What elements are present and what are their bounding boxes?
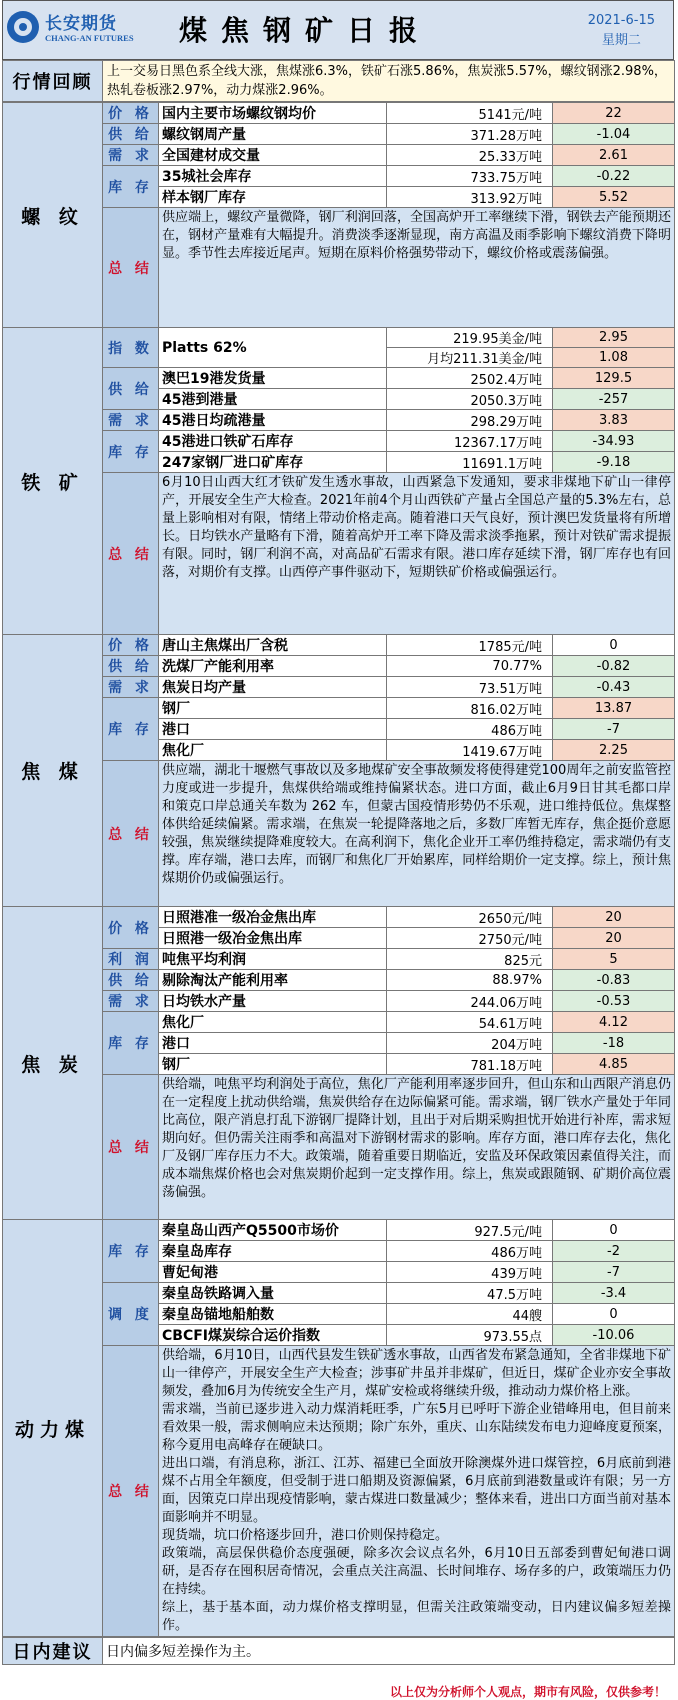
category-label: 供 给 (103, 368, 159, 410)
indicator-change: -18 (553, 1033, 675, 1054)
data-row (3, 431, 675, 452)
indicator-change: 3.83 (553, 410, 675, 431)
section-label: 动力煤 (3, 1220, 103, 1637)
data-row (3, 949, 675, 970)
indicator-change: -3.4 (553, 1283, 675, 1304)
category-label: 需 求 (103, 410, 159, 431)
category-label: 库 存 (103, 1220, 159, 1283)
category-label: 供 给 (103, 970, 159, 991)
data-row (3, 166, 675, 187)
category-label: 供 给 (103, 656, 159, 677)
indicator-value: 816.02万吨 (387, 698, 553, 719)
indicator-value: 973.55点 (387, 1325, 553, 1346)
indicator-value: 11691.1万吨 (387, 452, 553, 473)
category-label: 价 格 (103, 907, 159, 949)
indicator-value: 733.75万吨 (387, 166, 553, 187)
data-row (3, 1220, 675, 1241)
category-label: 指 数 (103, 328, 159, 368)
indicator-name: 样本钢厂库存 (159, 187, 387, 208)
summary-text: 供给端，吨焦平均利润处于高位，焦化厂产能利用率逐步回升，但山东和山西限产消息仍在一定程度上扰动供给端，焦炭供给存在边际偏紧可能。需求端，钢厂铁水产量处于年同比高位，限产消息打乱下游钢厂提降计划，且出于对后期采购担忧开始进行补库，需求短期向好。但仍需关注雨季和高温对下游钢材需求的影响。库存方面，港口库存去化，焦化厂及钢厂库存压力不大。政策端，随着重要日期临近，安监及环保政策因素值得关注，而成本端焦煤价格也会对焦炭期价起到一定支撑作用。综上，焦炭或跟随钢、矿期价高位震荡偏强。 (159, 1075, 675, 1220)
indicator-change: -10.06 (553, 1325, 675, 1346)
indicator-value: 2650元/吨 (387, 907, 553, 928)
indicator-value: 2502.4万吨 (387, 368, 553, 389)
indicator-change: -1.04 (553, 124, 675, 145)
category-label: 调 度 (103, 1283, 159, 1346)
indicator-name: Platts 62% (159, 328, 387, 368)
summary-text: 6月10日山西大红才铁矿发生透水事故，山西紧急下发通知，要求非煤地下矿山一律停产，开展安全生产大检查。2021年前4个月山西铁矿产量占全国总产量的5.3%左右，总量上影响相对有限，情绪上带动价格走高。随着港口天气良好，预计澳巴发货量将有所增长。日均铁水产量略有下滑，随着高炉开工率下降及需求淡季拖累，预计对铁矿需求提振有限。同时，钢厂利润不高，对高品矿石需求有限。港口库存延续下滑，钢厂库存也有回落，对期价有支撑。山西停产事件驱动下，短期铁矿价格或偏强运行。 (159, 473, 675, 635)
indicator-change: 2.25 (553, 740, 675, 761)
report-date-block (588, 11, 655, 51)
summary-label: 总 结 (103, 208, 159, 328)
data-row (3, 368, 675, 389)
indicator-value: 825元 (387, 949, 553, 970)
report-weekday: 星期二 (601, 33, 641, 48)
indicator-change: -0.22 (553, 166, 675, 187)
report-header (2, 0, 674, 60)
company-logo (7, 7, 135, 53)
section-label: 铁 矿 (3, 328, 103, 635)
logo-mark-icon (7, 11, 39, 43)
data-row (3, 970, 675, 991)
advice-table (2, 1637, 675, 1665)
indicator-name: 45港日均疏港量 (159, 410, 387, 431)
indicator-value: 70.77% (387, 656, 553, 677)
indicator-name: 秦皇岛库存 (159, 1241, 387, 1262)
indicator-change: 0 (553, 635, 675, 656)
indicator-change: -257 (553, 389, 675, 410)
daily-report (2, 0, 674, 1700)
indicator-value: 1785元/吨 (387, 635, 553, 656)
indicator-value: 月均211.31美金/吨 (387, 348, 553, 368)
indicator-name: 日照港准一级冶金焦出库 (159, 907, 387, 928)
advice-label: 日内建议 (3, 1638, 103, 1665)
indicator-change: 5 (553, 949, 675, 970)
category-label: 库 存 (103, 1012, 159, 1075)
indicator-change: 4.85 (553, 1054, 675, 1075)
indicator-value: 2750元/吨 (387, 928, 553, 949)
indicator-value: 219.95美金/吨 (387, 328, 553, 348)
data-row (3, 1283, 675, 1304)
indicator-name: 国内主要市场螺纹钢均价 (159, 103, 387, 124)
indicator-value: 25.33万吨 (387, 145, 553, 166)
indicator-name: 曹妃甸港 (159, 1262, 387, 1283)
indicator-change: -0.83 (553, 970, 675, 991)
indicator-name: 焦炭日均产量 (159, 677, 387, 698)
summary-row (3, 473, 675, 635)
indicator-change: -0.43 (553, 677, 675, 698)
data-row (3, 677, 675, 698)
indicator-change: 1.08 (553, 348, 675, 368)
advice-text: 日内偏多短差操作为主。 (103, 1638, 675, 1665)
indicator-name: 唐山主焦煤出厂含税 (159, 635, 387, 656)
summary-text: 供应端，湖北十堰燃气事故以及多地煤矿安全事故频发将使得建党100周年之前安监管控力度或进一步提升，焦煤供给端或维持偏紧状态。进口方面，截止6月9日甘其毛都口岸和策克口岸总通关车数为 262 车，但蒙古国疫情形势仍不乐观，进口维持低位。焦煤整体供给延续偏紧。需求端，在焦炭一轮提降落地之后，多数厂库暂无库存，焦企挺价意愿较强，焦炭继续提降难度较大。在高利润下，焦化企业开工率仍维持稳定，需求端仍有支撑。库存端，港口去库，而钢厂和焦化厂开始累库，同样给期价一定支撑。综上，预计焦煤期价仍或偏强运行。 (159, 761, 675, 907)
indicator-name: 247家钢厂进口矿库存 (159, 452, 387, 473)
category-label: 库 存 (103, 166, 159, 208)
data-row (3, 328, 675, 348)
summary-text: 供应端上，螺纹产量微降，钢厂利润回落，全国高炉开工率继续下滑，钢铁去产能预期还在，钢材产量难有大幅提升。消费淡季逐渐显现，南方高温及雨季影响下螺纹消费下降明显。季节性去库接近尾声。短期在原料价格强势带动下，螺纹价格或震荡偏强。 (159, 208, 675, 328)
data-row (3, 124, 675, 145)
indicator-name: 45港进口铁矿石库存 (159, 431, 387, 452)
logo-english-name: CHANG-AN FUTURES (45, 33, 134, 43)
commodity-table (2, 102, 675, 1637)
indicator-value: 12367.17万吨 (387, 431, 553, 452)
summary-row (3, 1075, 675, 1220)
indicator-change: -2 (553, 1241, 675, 1262)
indicator-change: 13.87 (553, 698, 675, 719)
indicator-name: 秦皇岛山西产Q5500市场价 (159, 1220, 387, 1241)
data-row (3, 698, 675, 719)
indicator-name: 焦化厂 (159, 1012, 387, 1033)
indicator-value: 486万吨 (387, 719, 553, 740)
report-title: 煤焦钢矿日报 (179, 14, 432, 47)
indicator-name: 洗煤厂产能利用率 (159, 656, 387, 677)
summary-label: 总 结 (103, 1346, 159, 1637)
indicator-name: 秦皇岛锚地船舶数 (159, 1304, 387, 1325)
indicator-name: 全国建材成交量 (159, 145, 387, 166)
category-label: 利 润 (103, 949, 159, 970)
summary-label: 总 结 (103, 1075, 159, 1220)
market-review-text: 上一交易日黑色系全线大涨，焦煤涨6.3%，铁矿石涨5.86%，焦炭涨5.57%，螺纹钢涨2.98%，热轧卷板涨2.97%，动力煤涨2.96%。 (103, 61, 675, 102)
data-row (3, 1012, 675, 1033)
indicator-change: 0 (553, 1304, 675, 1325)
indicator-change: -0.82 (553, 656, 675, 677)
data-row (3, 145, 675, 166)
indicator-change: 20 (553, 907, 675, 928)
logo-chinese-name: 长安期货 (45, 14, 117, 34)
indicator-value: 313.92万吨 (387, 187, 553, 208)
category-label: 需 求 (103, 145, 159, 166)
summary-row (3, 761, 675, 907)
indicator-change: 20 (553, 928, 675, 949)
indicator-name: CBCFI煤炭综合运价指数 (159, 1325, 387, 1346)
indicator-name: 35城社会库存 (159, 166, 387, 187)
indicator-value: 47.5万吨 (387, 1283, 553, 1304)
category-label: 库 存 (103, 431, 159, 473)
summary-row (3, 1346, 675, 1637)
indicator-value: 439万吨 (387, 1262, 553, 1283)
indicator-value: 927.5元/吨 (387, 1220, 553, 1241)
indicator-change: -9.18 (553, 452, 675, 473)
indicator-change: -0.53 (553, 991, 675, 1012)
report-footer (2, 1682, 674, 1700)
section-label: 螺 纹 (3, 103, 103, 328)
indicator-name: 日均铁水产量 (159, 991, 387, 1012)
report-date: 2021-6-15 (587, 13, 655, 28)
disclaimer-text: 以上仅为分析师个人观点，期市有风险，仅供参考！ (389, 1685, 666, 1699)
summary-row (3, 208, 675, 328)
category-label: 需 求 (103, 677, 159, 698)
indicator-name: 45港到港量 (159, 389, 387, 410)
indicator-name: 港口 (159, 719, 387, 740)
section-label: 焦 煤 (3, 635, 103, 907)
data-row (3, 103, 675, 124)
category-label: 库 存 (103, 698, 159, 761)
indicator-name: 螺纹钢周产量 (159, 124, 387, 145)
indicator-change: -7 (553, 1262, 675, 1283)
indicator-name: 焦化厂 (159, 740, 387, 761)
data-row (3, 410, 675, 431)
category-label: 价 格 (103, 635, 159, 656)
indicator-name: 剔除淘汰产能利用率 (159, 970, 387, 991)
category-label: 需 求 (103, 991, 159, 1012)
summary-label: 总 结 (103, 473, 159, 635)
indicator-change: 22 (553, 103, 675, 124)
summary-text: 供给端，6月10日，山西代县发生铁矿透水事故，山西省发布紧急通知，全省非煤地下矿山一律停产，开展安全生产大检查；涉事矿井虽并非煤矿，但近日，煤矿企业亦安全事故频发，叠加6月为传统安全生产月，煤矿安检或将继续升级，推动动力煤价格上涨。 需求端，当前已逐步进入动力煤消耗旺季，广东5月已呼吁下游企业错峰用电，但目前来看效果一般，需求侧响应未达预期；除广东外，重庆、山东陆续发布电力迎峰度夏预案，称今夏用电高峰存在硬缺口。 进出口端，有消息称，浙江、江苏、福建已全面放开除澳煤外进口煤管控，6月底前到港煤不占用全年额度，但受制于进口船期及资源偏紧，6月底前到港数量或许有限；另一方面，因策克口岸出现疫情影响，蒙古煤进口数量减少；整体来看，进出口方面当前对基本面影响并不明显。 现货端，坑口价格逐步回升，港口价则保持稳定。 政策端，高层保供稳价态度强硬，除多次会议点名外，6月10日五部委到曹妃甸港口调研，是否存在囤积居奇情况，会重点关注高温、长时间堆存、场存多的户，政策端压力仍在持续。 综上，基于基本面，动力煤价格支撑明显，但需关注政策端变动，日内建议偏多短差操作。 (159, 1346, 675, 1637)
indicator-value: 2050.3万吨 (387, 389, 553, 410)
indicator-name: 吨焦平均利润 (159, 949, 387, 970)
indicator-name: 日照港一级冶金焦出库 (159, 928, 387, 949)
indicator-name: 秦皇岛铁路调入量 (159, 1283, 387, 1304)
summary-label: 总 结 (103, 761, 159, 907)
indicator-value: 204万吨 (387, 1033, 553, 1054)
data-row (3, 656, 675, 677)
category-label: 供 给 (103, 124, 159, 145)
indicator-name: 港口 (159, 1033, 387, 1054)
indicator-value: 244.06万吨 (387, 991, 553, 1012)
indicator-value: 88.97% (387, 970, 553, 991)
data-row (3, 907, 675, 928)
indicator-change: 4.12 (553, 1012, 675, 1033)
indicator-value: 5141元/吨 (387, 103, 553, 124)
indicator-change: 5.52 (553, 187, 675, 208)
indicator-value: 44艘 (387, 1304, 553, 1325)
indicator-change: 2.95 (553, 328, 675, 348)
data-row (3, 991, 675, 1012)
indicator-value: 1419.67万吨 (387, 740, 553, 761)
indicator-change: 129.5 (553, 368, 675, 389)
indicator-name: 澳巴19港发货量 (159, 368, 387, 389)
indicator-value: 298.29万吨 (387, 410, 553, 431)
indicator-value: 371.28万吨 (387, 124, 553, 145)
indicator-change: -34.93 (553, 431, 675, 452)
indicator-change: 0 (553, 1220, 675, 1241)
indicator-value: 781.18万吨 (387, 1054, 553, 1075)
indicator-value: 486万吨 (387, 1241, 553, 1262)
market-review-table (2, 60, 675, 102)
indicator-value: 73.51万吨 (387, 677, 553, 698)
indicator-value: 54.61万吨 (387, 1012, 553, 1033)
data-row (3, 635, 675, 656)
indicator-name: 钢厂 (159, 1054, 387, 1075)
indicator-change: 2.61 (553, 145, 675, 166)
indicator-change: -7 (553, 719, 675, 740)
section-label: 焦 炭 (3, 907, 103, 1220)
indicator-name: 钢厂 (159, 698, 387, 719)
market-review-label: 行情回顾 (3, 61, 103, 102)
category-label: 价 格 (103, 103, 159, 124)
